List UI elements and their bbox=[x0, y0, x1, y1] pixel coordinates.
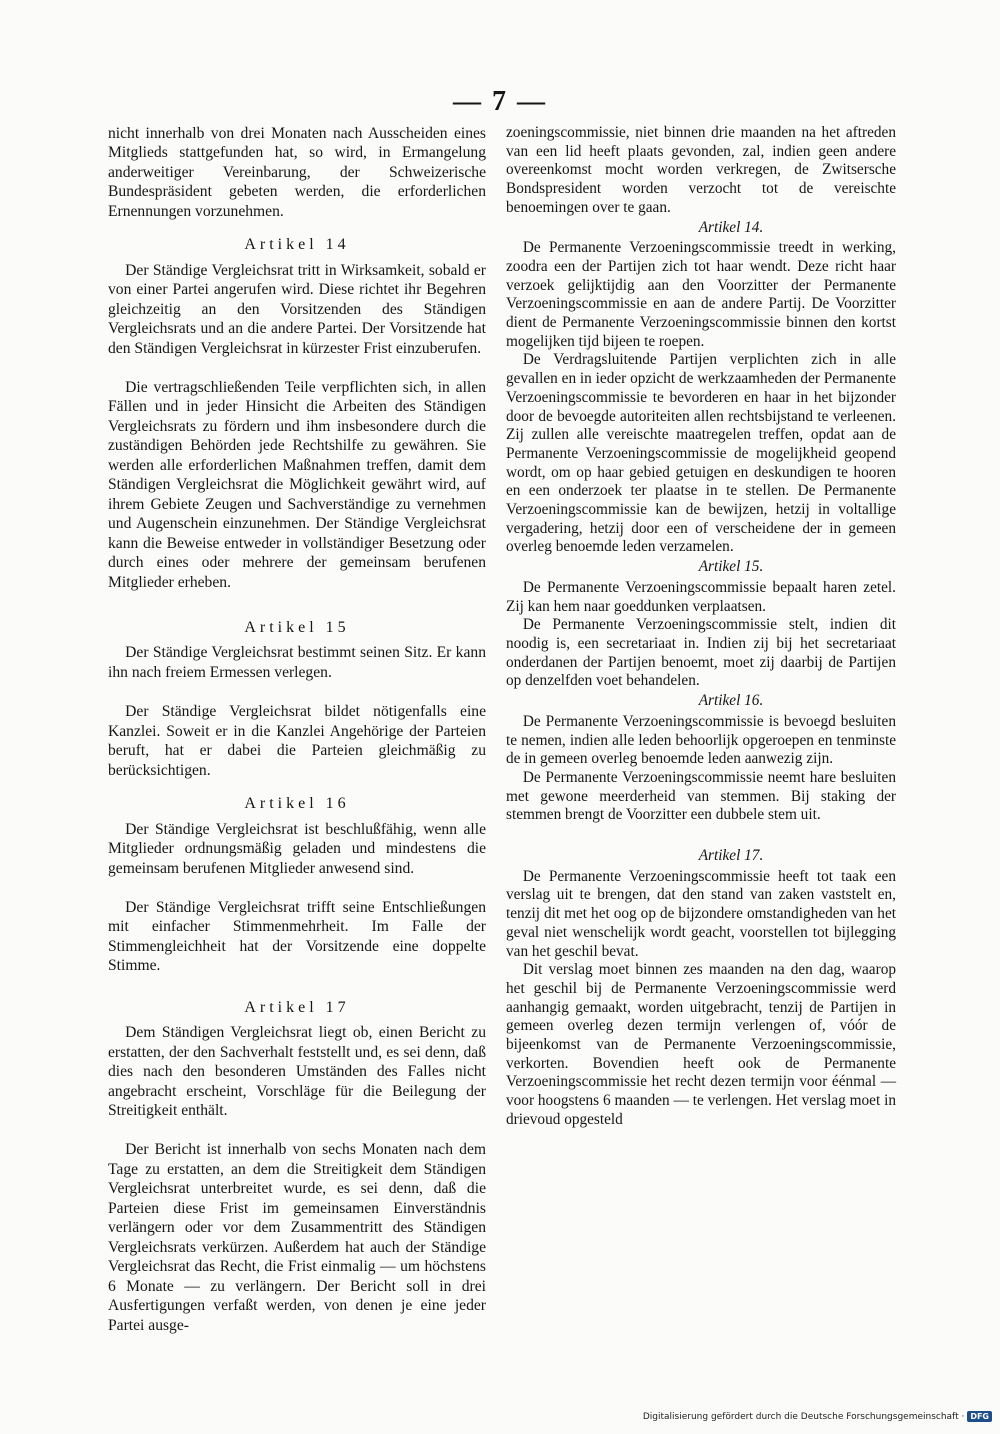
dutch-article-heading: Artikel 17. bbox=[698, 847, 764, 865]
german-paragraph: Der Ständige Vergleichsrat bestimmt seinen Sitz. Er kann ihn nach freiem Ermessen verlegen. bbox=[108, 644, 486, 681]
credit-text: Digitalisierung gefördert durch die Deutsche Forschungsgemeinschaft · bbox=[642, 1411, 965, 1422]
german-article-heading: Artikel 16 bbox=[244, 795, 350, 813]
page-number: — 7 — bbox=[453, 86, 547, 117]
german-column bbox=[108, 124, 486, 1335]
dutch-article-heading: Artikel 14. bbox=[698, 218, 764, 236]
digitization-credit bbox=[643, 1411, 992, 1422]
dutch-paragraph: De Permanente Verzoeningscommissie bepaalt haren zetel. Zij kan hem naar goeddunken verplaatsen. bbox=[506, 578, 896, 615]
dutch-column bbox=[506, 124, 896, 1130]
dfg-logo: DFG bbox=[967, 1411, 992, 1422]
german-paragraph: Die vertragschließenden Teile verpflichten sich, in allen Fällen und in jeder Hinsicht die Arbeiten des Ständigen Vergleichsrats zu fördern und ihm insbesondere durch die zuständigen Behörden jede Rechtshilfe zu gewähren. Sie werden alle erforderlichen Maßnahmen treffen, damit dem Ständigen Vergleichsrat die Möglichkeit gewährt wird, auf ihrem Gebiete Zeugen und Sachverständige zu vernehmen und Augenschein einzunehmen. Der Ständige Vergleichsrat kann die Beweise entweder in vollständiger Besetzung oder durch eines oder mehrere der gemeinsam berufenen Mitglieder erheben. bbox=[108, 378, 486, 591]
dutch-paragraph: De Permanente Verzoeningscommissie treedt in werking, zoodra een der Partijen zich tot haar wendt. Deze richt haar verzoek gelijktijdig aan den Voorzitter der Permanente Verzoeningscommissie en aan de andere Partij. De Voorzitter dient de Permanente Verzoeningscommissie binnen den kortst mogelijken tijd bijeen te roepen. bbox=[506, 239, 896, 350]
german-paragraph: Dem Ständigen Vergleichsrat liegt ob, einen Bericht zu erstatten, der den Sachverhalt feststellt und, es sei denn, daß dies nach den besonderen Umständen des Falles nicht angebracht erscheint, Vorschläge für die Beilegung der Streitigkeit enthält. bbox=[108, 1024, 486, 1120]
dutch-article-heading: Artikel 15. bbox=[698, 558, 764, 576]
dutch-paragraph: De Permanente Verzoeningscommissie heeft tot taak een verslag uit te brengen, dat den stand van zaken vaststelt en, tenzij dit met het oog op de bijzondere omstandigheden van het geval niet wenschelijk wordt geacht, voorstellen tot bijlegging van het geschil bevat. bbox=[506, 867, 896, 960]
german-article-heading: Artikel 14 bbox=[244, 236, 350, 254]
german-paragraph: Der Ständige Vergleichsrat ist beschlußfähig, wenn alle Mitglieder ordnungsmäßig geladen und mindestens die gemeinsam berufenen Mitglieder anwesend sind. bbox=[108, 820, 486, 877]
dutch-paragraph: De Permanente Verzoeningscommissie stelt, indien dit noodig is, een secretariaat in. Indien zij bij het secretariaat onderdanen der Partijen benoemt, moet zij daarbij de Partijen op denzelfden voet behandelen. bbox=[506, 616, 896, 690]
german-paragraph: Der Ständige Vergleichsrat bildet nötigenfalls eine Kanzlei. Soweit er in die Kanzlei Angehörige der Parteien beruft, hat er dabei die Parteien gleichmäßig zu berücksichtigen. bbox=[108, 703, 486, 779]
german-paragraph: Der Ständige Vergleichsrat trifft seine Entschließungen mit einfacher Stimmenmehrheit. Im Falle der Stimmengleichheit hat der Vorsitzende eine doppelte Stimme. bbox=[108, 898, 486, 975]
dutch-article-heading: Artikel 16. bbox=[698, 692, 764, 710]
german-paragraph: Der Ständige Vergleichsrat tritt in Wirksamkeit, sobald er von einer Partei angerufen wird. Diese richtet ihr Begehren gleichzeitig an den Vorsitzenden des Ständigen Vergleichsrats und an die andere Partei. Der Vorsitzende hat den Ständigen Vergleichsrat in kürzester Frist einzuberufen. bbox=[108, 261, 486, 357]
german-article-heading: Artikel 15 bbox=[244, 618, 350, 636]
dutch-paragraph: De Verdragsluitende Partijen verplichten zich in alle gevallen en in ieder opzicht de werkzaamheden der Permanente Verzoeningscommissie te bevorderen en haar in het bijzonder door de bevoegde autoriteiten allen rechtsbijstand te verleenen. Zij zullen alle vereischte maatregelen treffen, opdat aan de Permanente Verzoeningscommissie de mogelijkheid geopend wordt, om op haar gebied getuigen en deskundigen te hooren en een onderzoek ter plaatse in te stellen. De Permanente Verzoeningscommissie kan de bewijzen, hetzij in voltallige vergadering, hetzij door een of verscheidene der in gemeen overleg benoemde leden verzamelen. bbox=[506, 351, 896, 556]
german-paragraph: nicht innerhalb von drei Monaten nach Ausscheiden eines Mitglieds stattgefunden hat, so wird, in Ermangelung anderweitiger Vereinbarung, der Schweizerische Bundespräsident gebeten werden, die erforderlichen Ernennungen vorzunehmen. bbox=[108, 125, 486, 220]
german-paragraph: Der Bericht ist innerhalb von sechs Monaten nach dem Tage zu erstatten, an dem die Streitigkeit dem Ständigen Vergleichsrat unterbreitet wurde, es sei denn, daß die Parteien diese Frist im gemeinsamen Einverständnis verlängern oder vor dem Zusammentritt des Ständigen Vergleichsrats verkürzen. Außerdem hat auch der Ständige Vergleichsrat das Recht, die Frist einmalig — um höchstens 6 Monate — zu verlängern. Der Bericht soll in drei Ausfertigungen verfaßt werden, von denen je eine jeder Partei ausge- bbox=[108, 1141, 486, 1334]
dutch-paragraph: De Permanente Verzoeningscommissie neemt hare besluiten met gewone meerderheid van stemmen. Bij staking der stemmen brengt de Voorzitter een dubbele stem uit. bbox=[506, 768, 896, 824]
german-article-heading: Artikel 17 bbox=[244, 998, 350, 1016]
dutch-paragraph: Dit verslag moet binnen zes maanden na den dag, waarop het geschil bij de Permanente Verzoeningscommissie werd aanhangig gemaakt, worden uitgebracht, tenzij de Partijen in gemeen overleg dezen termijn verlengen of, vóór de bijeenkomst van de Permanente Verzoeningscommissie, verkorten. Bovendien heeft ook de Permanente Verzoeningscommissie het recht dezen termijn voor éénmal — voor hoogstens 6 maanden — te verlengen. Het verslag moet in drievoud opgesteld bbox=[506, 961, 896, 1128]
dutch-paragraph: De Permanente Verzoeningscommissie is bevoegd besluiten te nemen, indien alle leden behoorlijk opgeroepen en tenminste de in gemeen overleg benoemde leden aanwezig zijn. bbox=[506, 712, 896, 768]
dutch-paragraph: zoeningscommissie, niet binnen drie maanden na het aftreden van een lid heeft plaats gevonden, zal, indien geen andere overeenkomst mocht worden verkregen, de Zwitsersche Bondspresident worden verzocht tot de vereischte benoemingen over te gaan. bbox=[506, 124, 896, 216]
